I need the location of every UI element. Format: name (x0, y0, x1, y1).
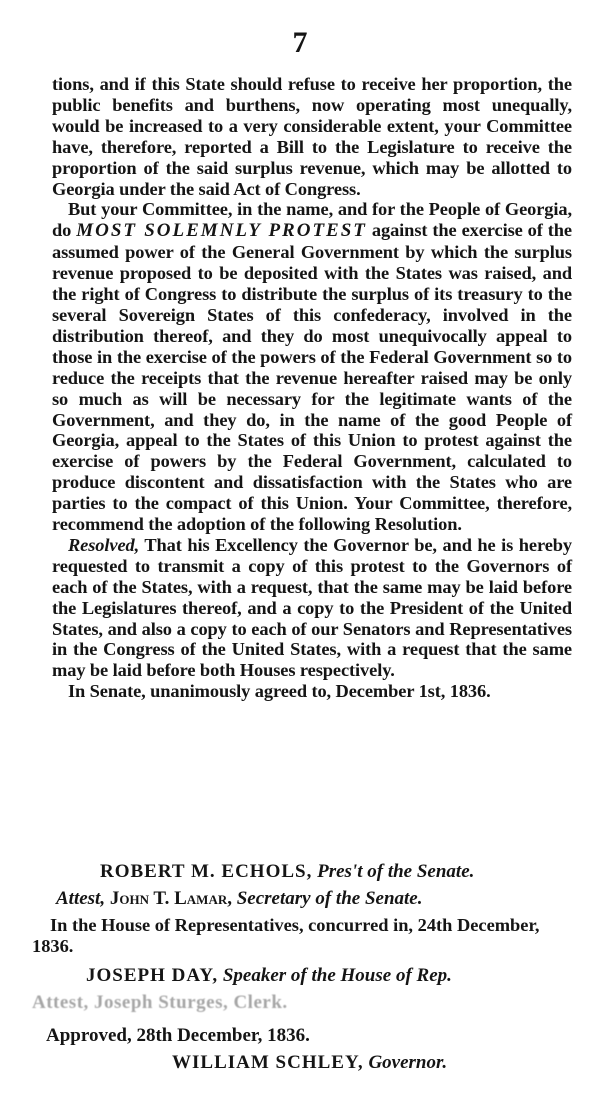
resolution-text: That his Excellency the Governor be, and he is hereby requested to transmit a copy of this protest to the Governors of each of the States, with a request, that the same may be laid before the Legislatures thereof, and a copy to the President of the United States, and also a copy to each of our Senators and Representatives in the Congress of the United States, with a request that the same may be laid before both Houses respectively. (52, 534, 572, 681)
paragraph-2-start: But your Committee, in the name, and for the People of Georgia, do (52, 199, 572, 241)
senate-attest-line (56, 888, 423, 910)
house-concurrence-line: In the House of Representatives, concurred in, 24th December, 1836. (32, 915, 540, 956)
governor-name: WILLIAM SCHLEY, (172, 1052, 364, 1073)
governor-title: Governor. (368, 1052, 448, 1073)
senate-president-name: ROBERT M. ECHOLS, (100, 861, 313, 882)
senate-secretary-name: John T. Lamar, (109, 888, 232, 909)
paragraph-2 (52, 199, 572, 535)
page-number: 7 (292, 26, 308, 59)
protest-phrase: MOST SOLEMNLY PROTEST (76, 220, 367, 242)
approval-line: Approved, 28th December, 1836. (46, 1025, 310, 1046)
resolved-word: Resolved, (68, 534, 140, 555)
speaker-name: JOSEPH DAY, (86, 965, 219, 986)
governor-signature (172, 1052, 447, 1074)
paragraph-2-rest: against the exercise of the assumed power of the General Government by which the surplus revenue proposed to be deposited with the States was raised, and the right of Congress to distribute the surplus of its treasury to the several Sovereign States of this confederacy, involved in the distribution thereof, and they do most unequivocally appeal to those in the exercise of the powers of the Federal Government so to reduce the receipts that the revenue hereafter raised may be only so much as will be necessary for the legitimate wants of the Government, and they do, in the name of the good People of Georgia, appeal to the States of this Union to protest against the exercise of powers by the Federal Government, calculated to produce discontent and dissatisfaction with the States who are parties to the compact of this Union. Your Committee, therefore, recommend the adoption of the following Resolution. (52, 220, 572, 535)
senate-agreement-line: In Senate, unanimously agreed to, December 1st, 1836. (68, 681, 491, 702)
speaker-signature (86, 965, 452, 987)
resolution-paragraph (52, 535, 572, 681)
senate-president-title: Pres't of the Senate. (317, 861, 475, 882)
senate-secretary-title: Secretary of the Senate. (236, 888, 423, 909)
house-attest-line: Attest, Joseph Sturges, Clerk. (32, 992, 288, 1013)
speaker-title: Speaker of the House of Rep. (222, 965, 452, 986)
senate-president-signature (100, 861, 474, 883)
senate-attest-word: Attest, (56, 888, 106, 909)
paragraph-1: tions, and if this State should refuse to receive her proportion, the public benefits and burthens, now operating most unequally, would be increased to a very considerable extent, your Committee have, therefore, reported a Bill to the Legislature to receive the proportion of the said surplus revenue, which may be allotted to Georgia under the said Act of Congress. (52, 74, 572, 199)
document-body (52, 74, 572, 702)
